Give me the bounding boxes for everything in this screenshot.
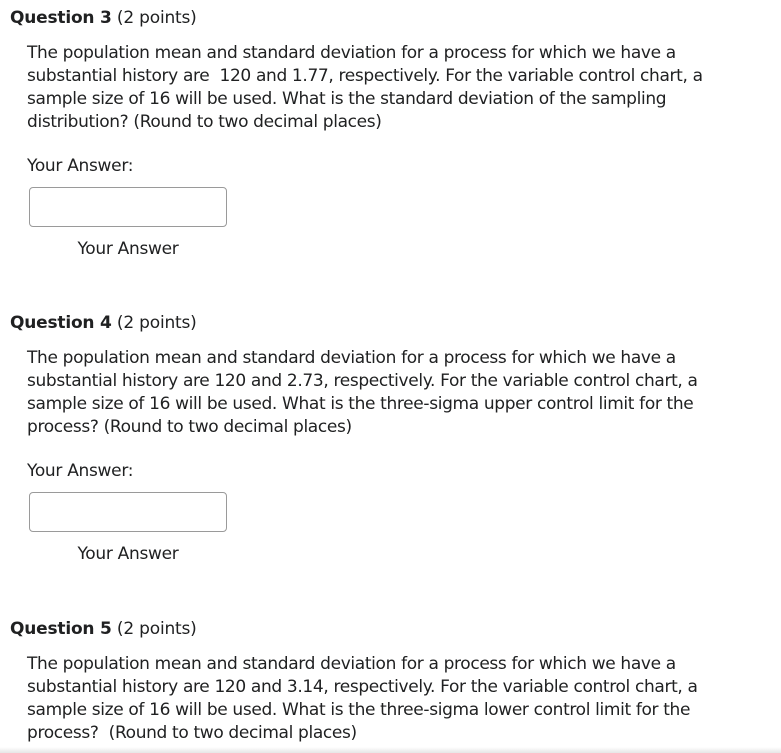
question-points: (2 points) bbox=[116, 8, 197, 28]
question-points: (2 points) bbox=[116, 313, 197, 333]
question-text-line: The population mean and standard deviation for a process for which we have a bbox=[27, 654, 676, 674]
question-heading bbox=[10, 618, 197, 640]
question-text-line: sample size of 16 will be used. What is the three-sigma upper control limit for the bbox=[27, 394, 694, 414]
question-text bbox=[27, 42, 767, 134]
answer-label: Your Answer: bbox=[27, 461, 134, 481]
answer-caption: Your Answer bbox=[77, 239, 179, 259]
question-text-line: sample size of 16 will be used. What is the standard deviation of the sampling bbox=[27, 89, 667, 109]
question-heading bbox=[10, 312, 197, 334]
question-text-line: process? (Round to two decimal places) bbox=[27, 417, 352, 437]
question-title: Question 5 bbox=[10, 619, 112, 639]
question-text bbox=[27, 653, 767, 745]
page-bottom-shadow bbox=[0, 747, 781, 753]
question-title: Question 3 bbox=[10, 8, 112, 28]
question-text-line: substantial history are 120 and 1.77, respectively. For the variable control chart, a bbox=[27, 66, 703, 86]
question-title: Question 4 bbox=[10, 313, 112, 333]
answer-caption: Your Answer bbox=[77, 544, 179, 564]
question-text bbox=[27, 347, 767, 439]
question-text-line: substantial history are 120 and 2.73, respectively. For the variable control chart, a bbox=[27, 371, 698, 391]
question-text-line: distribution? (Round to two decimal places) bbox=[27, 112, 382, 132]
answer-input[interactable] bbox=[29, 187, 227, 227]
question-text-line: sample size of 16 will be used. What is the three-sigma lower control limit for the bbox=[27, 700, 691, 720]
question-heading bbox=[10, 7, 197, 29]
question-text-line: The population mean and standard deviation for a process for which we have a bbox=[27, 348, 676, 368]
question-text-line: substantial history are 120 and 3.14, respectively. For the variable control chart, a bbox=[27, 677, 698, 697]
question-points: (2 points) bbox=[116, 619, 197, 639]
question-text-line: The population mean and standard deviation for a process for which we have a bbox=[27, 43, 676, 63]
answer-label: Your Answer: bbox=[27, 156, 134, 176]
answer-input[interactable] bbox=[29, 492, 227, 532]
question-text-line: process? (Round to two decimal places) bbox=[27, 723, 357, 743]
